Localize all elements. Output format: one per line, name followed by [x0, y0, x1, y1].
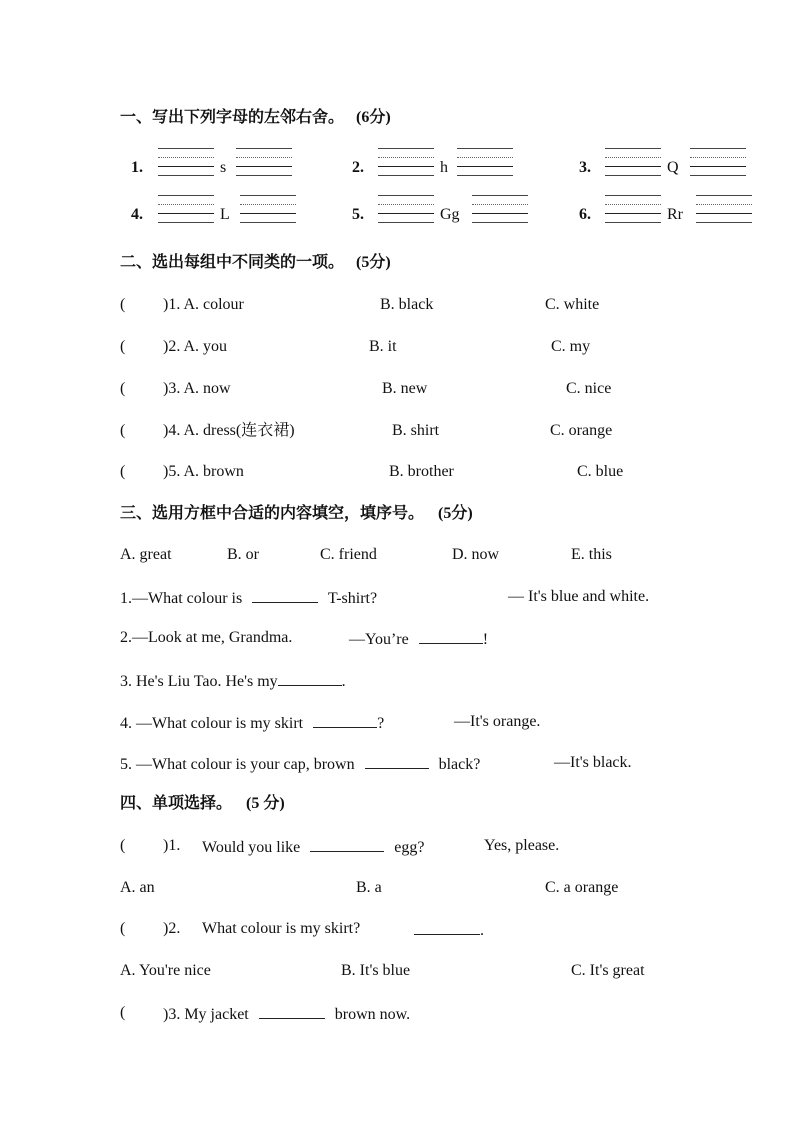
answer-blank[interactable]	[252, 587, 318, 603]
section4-points: (5 分)	[246, 795, 285, 812]
option-a: A. you	[183, 338, 228, 355]
section3-heading	[120, 504, 473, 524]
option-a: A. an	[120, 879, 155, 896]
section1-heading	[120, 108, 391, 128]
question-text: brown now.	[334, 1006, 411, 1023]
fill-question-4	[120, 712, 384, 734]
question-close: )1.	[163, 296, 181, 313]
answer-blank[interactable]	[419, 628, 483, 644]
mc-question-1	[202, 836, 424, 858]
option-c: C. orange	[550, 422, 613, 439]
question-number	[163, 337, 227, 357]
letter: s	[220, 159, 227, 176]
option-a: A. now	[183, 380, 231, 397]
section3-points: (5分)	[438, 505, 473, 522]
writing-grid-left[interactable]	[605, 148, 661, 176]
option-c: C. my	[551, 338, 591, 355]
option-b: B. it	[369, 338, 397, 355]
answer-blank[interactable]	[278, 670, 342, 686]
response-text: Yes, please.	[484, 837, 560, 854]
item-number: 4.	[131, 206, 143, 223]
answer-paren[interactable]: (	[120, 380, 126, 397]
option-a: A. great	[120, 546, 172, 563]
question-number: )2.	[163, 920, 181, 937]
answer-blank[interactable]	[313, 712, 377, 728]
question-close: )4.	[163, 422, 181, 439]
question-number	[163, 421, 295, 441]
writing-grid-right[interactable]	[236, 148, 292, 176]
answer-paren[interactable]: (	[120, 422, 126, 439]
letter: Q	[667, 159, 679, 176]
item-number: 2.	[352, 159, 364, 176]
option-b: B. a	[356, 879, 382, 896]
answer-paren[interactable]: (	[120, 1004, 126, 1021]
writing-grid-right[interactable]	[690, 148, 746, 176]
writing-grid-right[interactable]	[240, 195, 296, 223]
writing-grid-left[interactable]	[378, 195, 434, 223]
section4-title: 四、单项选择。	[120, 795, 233, 812]
option-a: A. colour	[183, 296, 244, 313]
answer-paren[interactable]: (	[120, 463, 126, 480]
fill-question-3	[120, 670, 346, 692]
letter: L	[220, 206, 230, 223]
fill-question-1	[120, 587, 377, 609]
question-text: !	[482, 631, 489, 648]
answer-paren[interactable]: (	[120, 296, 126, 313]
question-text: .	[341, 673, 346, 690]
section2-points: (5分)	[356, 254, 391, 271]
answer-paren[interactable]: (	[120, 837, 126, 854]
section2-title: 二、选出每组中不同类的一项。	[120, 254, 345, 271]
item-number: 6.	[579, 206, 591, 223]
question-close: )5.	[163, 463, 181, 480]
item-number: 3.	[579, 159, 591, 176]
fill-question-5	[120, 753, 480, 775]
option-c: C. It's great	[571, 962, 645, 979]
question-text: 3. He's Liu Tao. He's my	[120, 673, 278, 690]
letter: h	[440, 159, 448, 176]
question-text: —You’re	[349, 631, 409, 648]
question-number: )1.	[163, 837, 181, 854]
question-text: .	[480, 922, 484, 939]
answer-blank[interactable]	[259, 1003, 325, 1019]
option-b: B. or	[227, 546, 259, 563]
question-text: 4. —What colour is my skirt	[120, 715, 304, 732]
question-text: T-shirt?	[327, 590, 378, 607]
writing-grid-right[interactable]	[457, 148, 513, 176]
fill-question-2	[349, 628, 488, 650]
option-a: A. brown	[183, 463, 244, 480]
section2-heading	[120, 253, 391, 273]
option-a: A. You're nice	[120, 962, 211, 979]
response-text: — It's blue and white.	[508, 588, 650, 605]
option-a: A. dress(连衣裙)	[183, 422, 295, 439]
question-text: What colour is my skirt?	[202, 920, 361, 937]
question-close: )2.	[163, 338, 181, 355]
option-b: B. brother	[389, 463, 454, 480]
option-b: B. shirt	[392, 422, 440, 439]
question-text: egg?	[394, 839, 425, 856]
response-text: —It's orange.	[454, 713, 541, 730]
item-number: 5.	[352, 206, 364, 223]
option-b: B. It's blue	[341, 962, 411, 979]
letter: Gg	[440, 206, 460, 223]
answer-paren[interactable]: (	[120, 920, 126, 937]
question-text: ?	[377, 715, 385, 732]
question-text: 5. —What colour is your cap, brown	[120, 756, 355, 773]
answer-blank[interactable]	[365, 753, 429, 769]
option-d: D. now	[452, 546, 500, 563]
letter: Rr	[667, 206, 683, 223]
section3-title: 三、选用方框中合适的内容填空，填序号。	[120, 505, 425, 522]
writing-grid-left[interactable]	[605, 195, 661, 223]
option-b: B. black	[380, 296, 434, 313]
question-text: Would you like	[202, 839, 301, 856]
option-c: C. a orange	[545, 879, 619, 896]
writing-grid-left[interactable]	[378, 148, 434, 176]
writing-grid-left[interactable]	[158, 148, 214, 176]
answer-paren[interactable]: (	[120, 338, 126, 355]
writing-grid-left[interactable]	[158, 195, 214, 223]
question-number	[163, 462, 244, 482]
response-text: —It's black.	[554, 754, 632, 771]
answer-blank[interactable]	[310, 836, 384, 852]
option-c: C. nice	[566, 380, 612, 397]
question-close: )3.	[163, 380, 181, 397]
section1-title: 一、写出下列字母的左邻右舍。	[120, 109, 345, 126]
option-e: E. this	[571, 546, 612, 563]
writing-grid-right[interactable]	[696, 195, 752, 223]
question-text: )3. My jacket	[163, 1006, 249, 1023]
answer-blank[interactable]	[414, 919, 480, 935]
question-number	[163, 379, 231, 399]
item-number: 1.	[131, 159, 143, 176]
question-text: 2.—Look at me, Grandma.	[120, 629, 293, 646]
mc-question-3	[163, 1003, 410, 1025]
option-c: C. white	[545, 296, 600, 313]
section1-points: (6分)	[356, 109, 391, 126]
writing-grid-right[interactable]	[472, 195, 528, 223]
question-text: black?	[438, 756, 481, 773]
section4-heading	[120, 794, 285, 814]
question-text: 1.—What colour is	[120, 590, 243, 607]
option-c: C. friend	[320, 546, 377, 563]
question-number	[163, 295, 244, 315]
option-b: B. new	[382, 380, 428, 397]
option-c: C. blue	[577, 463, 624, 480]
mc-question-2	[414, 919, 484, 941]
